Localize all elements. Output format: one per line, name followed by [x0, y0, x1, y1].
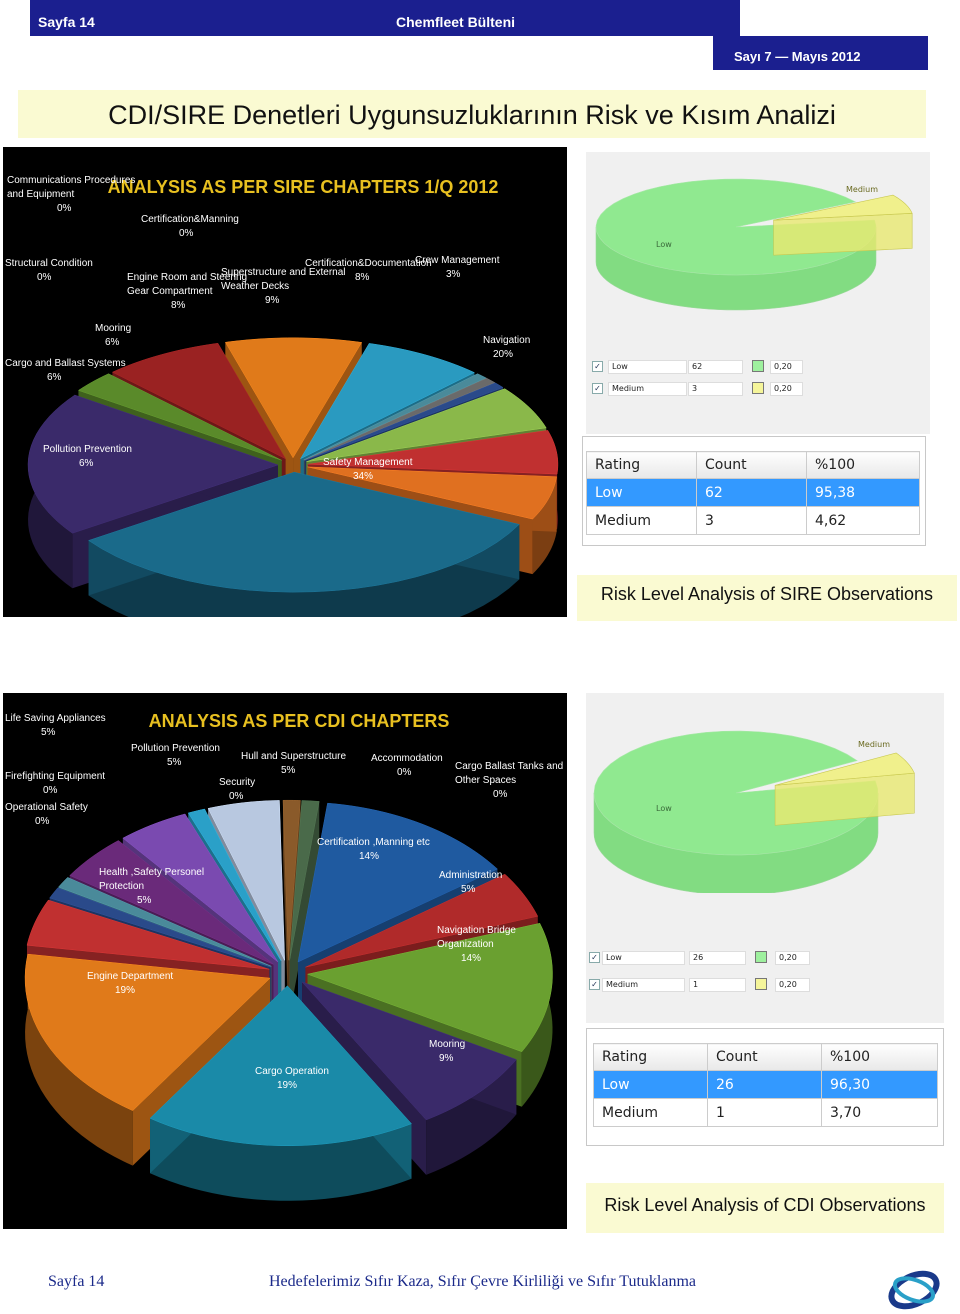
- checkbox[interactable]: ✓: [589, 952, 600, 963]
- table-cell: 3: [697, 507, 807, 535]
- svg-text:Health ,Safety Personel: Health ,Safety Personel: [99, 867, 205, 878]
- cdi-control-row-medium: [589, 978, 929, 992]
- cdi-chapter-pie-svg: [3, 693, 567, 1229]
- svg-text:34%: 34%: [353, 471, 374, 482]
- column-header[interactable]: Rating: [587, 452, 697, 479]
- svg-text:19%: 19%: [115, 985, 136, 996]
- svg-text:9%: 9%: [439, 1053, 454, 1064]
- svg-text:5%: 5%: [137, 895, 152, 906]
- svg-text:5%: 5%: [461, 884, 476, 895]
- issue-badge: [713, 36, 928, 70]
- table-cell: Low: [587, 479, 697, 507]
- svg-text:Engine Room and Steering: Engine Room and Steering: [127, 272, 248, 283]
- table-cell: Low: [594, 1071, 708, 1099]
- color-swatch[interactable]: [752, 360, 764, 372]
- sire-risk-low-label: Low: [656, 240, 672, 249]
- svg-text:0%: 0%: [179, 228, 194, 239]
- svg-text:Organization: Organization: [437, 939, 494, 950]
- series-count-field[interactable]: 1: [689, 978, 746, 992]
- series-name-field[interactable]: Medium: [602, 978, 685, 992]
- svg-text:Cargo Operation: Cargo Operation: [255, 1066, 329, 1077]
- checkbox[interactable]: ✓: [592, 361, 603, 372]
- pie-slice-label: [455, 761, 563, 800]
- svg-text:20%: 20%: [493, 349, 514, 360]
- company-logo-icon: [884, 1268, 944, 1312]
- svg-text:Safety Management: Safety Management: [323, 457, 413, 468]
- pie-slice-label: [219, 777, 255, 802]
- svg-text:8%: 8%: [171, 300, 186, 311]
- pie-slice-label: [371, 753, 443, 778]
- series-name-field[interactable]: Medium: [608, 382, 687, 396]
- svg-text:14%: 14%: [461, 953, 482, 964]
- article-title: CDI/SIRE Denetleri Uygunsuzluklarının Risk ve Kısım Analizi: [18, 90, 926, 138]
- pie-slice-label: [95, 323, 131, 348]
- table-row[interactable]: [594, 1099, 938, 1127]
- svg-text:6%: 6%: [105, 337, 120, 348]
- svg-text:0%: 0%: [397, 767, 412, 778]
- svg-text:Hull and Superstructure: Hull and Superstructure: [241, 751, 347, 762]
- svg-text:5%: 5%: [167, 757, 182, 768]
- svg-text:and Equipment: and Equipment: [7, 189, 75, 200]
- svg-text:Superstructure and External: Superstructure and External: [221, 267, 346, 278]
- svg-text:3%: 3%: [446, 269, 461, 280]
- svg-text:0%: 0%: [43, 785, 58, 796]
- svg-text:9%: 9%: [265, 295, 280, 306]
- explode-value-field[interactable]: 0,20: [775, 978, 810, 992]
- color-swatch[interactable]: [755, 978, 767, 990]
- svg-text:Navigation Bridge: Navigation Bridge: [437, 925, 516, 936]
- pie-slice-label: [483, 335, 530, 360]
- sire-risk-table-box: [582, 436, 926, 546]
- svg-text:Operational Safety: Operational Safety: [5, 802, 88, 813]
- svg-text:19%: 19%: [277, 1080, 298, 1091]
- cdi-risk-low-label: Low: [656, 804, 672, 813]
- svg-text:6%: 6%: [47, 372, 62, 383]
- table-cell: 95,38: [807, 479, 920, 507]
- checkbox[interactable]: ✓: [592, 383, 603, 394]
- cdi-risk-table-box: [586, 1028, 944, 1146]
- color-swatch[interactable]: [755, 951, 767, 963]
- svg-text:Firefighting Equipment: Firefighting Equipment: [5, 771, 106, 782]
- svg-text:Mooring: Mooring: [429, 1039, 466, 1050]
- cdi-risk-medium-label: Medium: [858, 740, 890, 749]
- svg-text:8%: 8%: [355, 272, 370, 283]
- cdi-risk-panel: [586, 693, 944, 1023]
- svg-text:Accommodation: Accommodation: [371, 753, 443, 764]
- header-page-label: Sayfa 14: [38, 14, 95, 30]
- table-cell: 4,62: [807, 507, 920, 535]
- footer-page-label: Sayfa 14: [48, 1273, 105, 1290]
- pie-slice-label: [5, 802, 88, 827]
- sire-chapter-pie-svg: [3, 147, 567, 617]
- svg-text:Administration: Administration: [439, 870, 503, 881]
- svg-text:Life Saving Appliances: Life Saving Appliances: [5, 713, 106, 724]
- svg-text:Gear Compartment: Gear Compartment: [127, 286, 213, 297]
- pie-slice-label: [5, 771, 105, 796]
- svg-text:Communications Procedures: Communications Procedures: [7, 175, 136, 186]
- table-row[interactable]: [587, 507, 920, 535]
- table-cell: Medium: [587, 507, 697, 535]
- svg-text:0%: 0%: [35, 816, 50, 827]
- svg-text:Certification ,Manning etc: Certification ,Manning etc: [317, 837, 430, 848]
- series-name-field[interactable]: Low: [608, 360, 687, 374]
- column-header[interactable]: %100: [822, 1044, 938, 1071]
- svg-text:0%: 0%: [57, 203, 72, 214]
- checkbox[interactable]: ✓: [589, 979, 600, 990]
- column-header[interactable]: Count: [697, 452, 807, 479]
- publication-name: Chemfleet Bülteni: [396, 14, 516, 30]
- pie-slice-label: [141, 214, 239, 239]
- explode-value-field[interactable]: 0,20: [770, 360, 803, 374]
- sire-risk-table: [586, 451, 920, 535]
- cdi-caption: Risk Level Analysis of CDI Observations: [586, 1183, 944, 1233]
- svg-text:Security: Security: [219, 777, 256, 788]
- table-cell: 26: [708, 1071, 822, 1099]
- table-cell: 96,30: [822, 1071, 938, 1099]
- sire-control-row-low: [592, 360, 922, 374]
- svg-text:5%: 5%: [41, 727, 56, 738]
- footer-motto: Hedefelerimiz Sıfır Kaza, Sıfır Çevre Kirliliği ve Sıfır Tutuklanma: [269, 1273, 697, 1290]
- color-swatch[interactable]: [752, 382, 764, 394]
- svg-text:Pollution Prevention: Pollution Prevention: [43, 444, 132, 455]
- pie-slice-label: [131, 743, 220, 768]
- cdi-pie-title: ANALYSIS AS PER CDI CHAPTERS: [148, 711, 450, 731]
- pie-slice-label: [5, 258, 93, 283]
- series-count-field[interactable]: 26: [689, 951, 746, 965]
- explode-value-field[interactable]: 0,20: [770, 382, 803, 396]
- sire-risk-pie-svg: [586, 152, 930, 342]
- svg-text:Other Spaces: Other Spaces: [455, 775, 517, 786]
- svg-text:Structural Condition: Structural Condition: [5, 258, 93, 269]
- svg-text:Weather Decks: Weather Decks: [221, 281, 290, 292]
- svg-text:0%: 0%: [37, 272, 52, 283]
- svg-text:0%: 0%: [229, 791, 244, 802]
- sire-control-row-medium: [592, 382, 922, 396]
- column-header[interactable]: Count: [708, 1044, 822, 1071]
- series-count-field[interactable]: 62: [688, 360, 743, 374]
- svg-text:5%: 5%: [281, 765, 296, 776]
- sire-chapter-chart: [3, 147, 567, 617]
- sire-caption: Risk Level Analysis of SIRE Observations: [577, 575, 957, 621]
- series-name-field[interactable]: Low: [602, 951, 685, 965]
- svg-text:Cargo Ballast Tanks and: Cargo Ballast Tanks and: [455, 761, 564, 772]
- header-bar: [30, 0, 740, 36]
- table-row[interactable]: [587, 479, 920, 507]
- sire-risk-medium-label: Medium: [846, 185, 878, 194]
- table-row[interactable]: [594, 1071, 938, 1099]
- cdi-control-row-low: [589, 951, 929, 965]
- svg-text:14%: 14%: [359, 851, 380, 862]
- footer: [0, 1268, 960, 1298]
- pie-slice-label: [5, 713, 106, 738]
- svg-text:Protection: Protection: [99, 881, 145, 892]
- explode-value-field[interactable]: 0,20: [775, 951, 810, 965]
- column-header[interactable]: Rating: [594, 1044, 708, 1071]
- pie-slice-label: [241, 751, 346, 776]
- column-header[interactable]: %100: [807, 452, 920, 479]
- cdi-risk-pie-svg: [586, 693, 944, 893]
- table-cell: 3,70: [822, 1099, 938, 1127]
- svg-text:Certification&Documentation: Certification&Documentation: [305, 258, 432, 269]
- table-cell: 1: [708, 1099, 822, 1127]
- svg-text:Pollution Prevention: Pollution Prevention: [131, 743, 220, 754]
- sire-risk-panel: [586, 152, 930, 434]
- svg-text:6%: 6%: [79, 458, 94, 469]
- svg-text:Crew Management: Crew Management: [415, 255, 500, 266]
- series-count-field[interactable]: 3: [688, 382, 743, 396]
- table-cell: Medium: [594, 1099, 708, 1127]
- svg-text:Engine Department: Engine Department: [87, 971, 174, 982]
- svg-text:Certification&Manning: Certification&Manning: [141, 214, 239, 225]
- table-cell: 62: [697, 479, 807, 507]
- svg-text:Navigation: Navigation: [483, 335, 531, 346]
- svg-text:0%: 0%: [493, 789, 508, 800]
- issue-label: Sayı 7 — Mayıs 2012: [734, 49, 861, 64]
- sire-pie-title: ANALYSIS AS PER SIRE CHAPTERS 1/Q 2012: [107, 177, 499, 197]
- svg-text:Mooring: Mooring: [95, 323, 132, 334]
- cdi-chapter-chart: [3, 693, 567, 1229]
- cdi-risk-table: [593, 1043, 938, 1127]
- svg-text:Cargo and Ballast Systems: Cargo and Ballast Systems: [5, 358, 126, 369]
